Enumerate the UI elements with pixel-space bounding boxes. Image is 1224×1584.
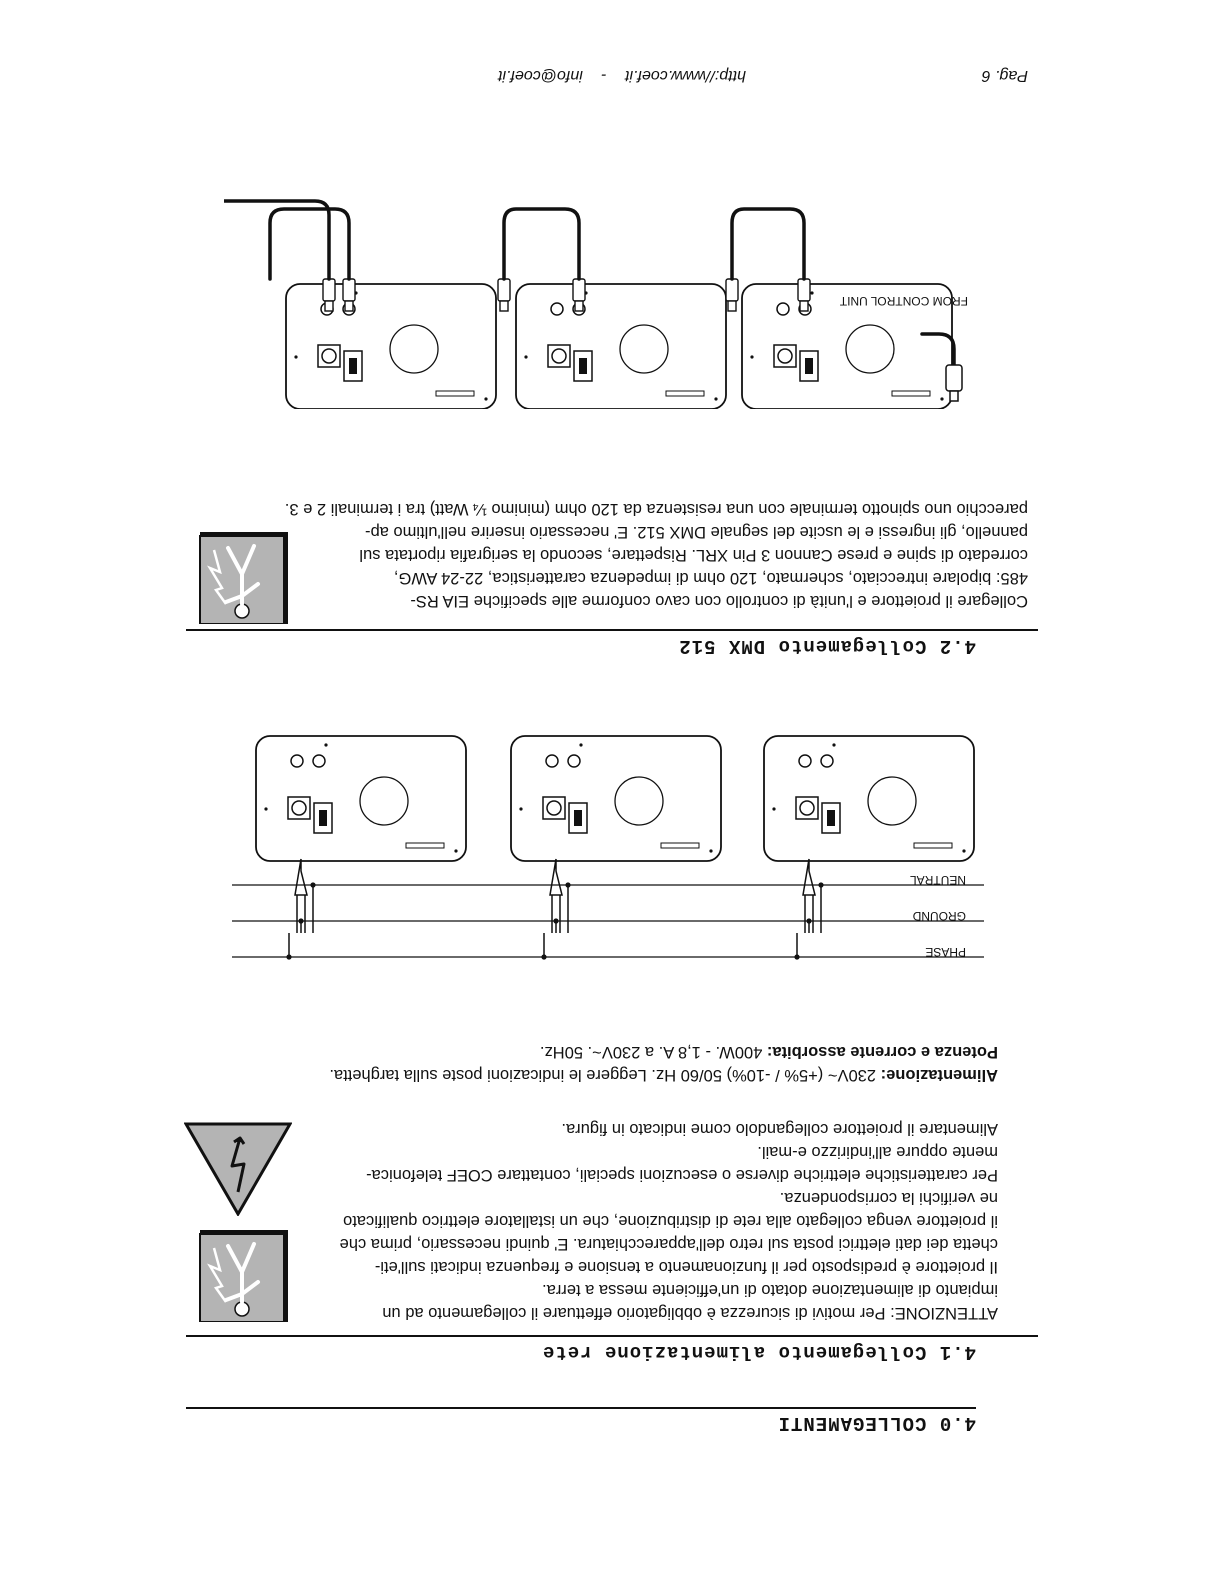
power-projector-2 [511,736,721,861]
dmx-cable-2 [732,209,804,279]
dmx-projector-3 [286,284,496,409]
power-projector-1 [764,736,974,861]
section-4-1-divider [186,1335,1038,1337]
page-number: Pag. 6 [981,67,1028,84]
electrocution-warning-icon [196,1226,288,1322]
section-4-2-title: 4.2 Collegamento DMX 512 [678,635,976,657]
warning-paragraph: ATTENZIONE: Per motivi di sicurezza è obbligatorio effettuare il collegamento ad un impianto di alimentazione dotato di un'efficiente messa a terra. Il proiettore è predisposto per il funzionamento a tensione e frequenza indicati sull'eti- chetta dei dati elettrici posta sul retro dell'apparecchiatura. E' quindi necessario, prima che il proiettore venga collegato alla rete di distribuzione, che un istallatore elettrico qualificato ne verifichi la corrispondenza. Per caratteristiche elettriche diverse o esecuzioni speciali, contattare COEF telefonica- mente oppure all'indirizzo e-mail. Alimentare il proiettore collegandolo come indicato in figura. [339,1120,998,1322]
power-wiring-diagram [224,659,984,969]
supply-text: 230V~ (+5% / -10%) 50/60 Hz. Leggere le indicazioni poste sulla targhetta. [329,1066,877,1084]
section-4-2-divider [186,629,1038,631]
power-cable-3 [286,859,315,960]
supply-specs [329,1040,998,1086]
header-separator: - [601,67,607,84]
power-cable-2 [541,859,570,960]
dmx-connector-1-1 [798,279,810,311]
power-text: 400W. - 1,8 A. a 230V~. 50Hz. [539,1043,763,1061]
dmx-connector-2-2 [498,279,510,311]
section-4-1-title: 4.1 Collegamento alimentazione rete [541,1341,976,1363]
high-voltage-icon [184,1122,292,1216]
ground-label: GROUND [912,909,966,923]
power-label: Potenza e corrente assorbita: [766,1043,998,1061]
dmx-paragraph: Collegare il proiettore e l'unità di controllo con cavo conforme alle specifiche EIA RS- 485: bipolare intrecciato, schermato, 120 ohm di impedenza caratteristica, 22-24 AWG, corredato di spine e prese Cannon 3 Pin XRL. Rispettare, secondo la serigrafia riportata sul pannello, gli ingressi e le uscite del segnale DMX 512. E' necessario inserire nell'ultimo ap- parecchio uno spinotto terminale con una resistenza da 120 ohm (minimo ¼ Watt) tra i terminali 2 e 3. [284,500,1028,610]
supply-label: Alimentazione: [880,1066,998,1084]
power-cable-1 [794,859,823,960]
dmx-connector-1-2 [726,279,738,311]
website-text[interactable]: http://www.coef.it [625,67,746,84]
control-unit-label: FROM CONTROL UNIT [839,294,968,308]
phase-label: PHASE [925,945,966,959]
section-4-0-divider [186,1407,976,1409]
website-link[interactable] [498,66,746,84]
email-text[interactable]: info@coef.it [498,67,583,84]
section-4-0-title: 4.0 COLLEGAMENTI [777,1412,976,1434]
electrocution-warning-icon-dmx [196,528,288,624]
power-projector-3 [256,736,466,861]
dmx-cable-3 [504,209,579,279]
dmx-connector-3-2 [323,279,335,311]
dmx-connector-2-1 [573,279,585,311]
dmx-cable-4 [270,209,349,279]
dmx-cable-5 [224,201,329,279]
neutral-label: NEUTRAL [909,873,966,887]
dmx-wiring-diagram [224,169,984,409]
dmx-connector-3-1 [343,279,355,311]
dmx-projector-2 [516,284,726,409]
